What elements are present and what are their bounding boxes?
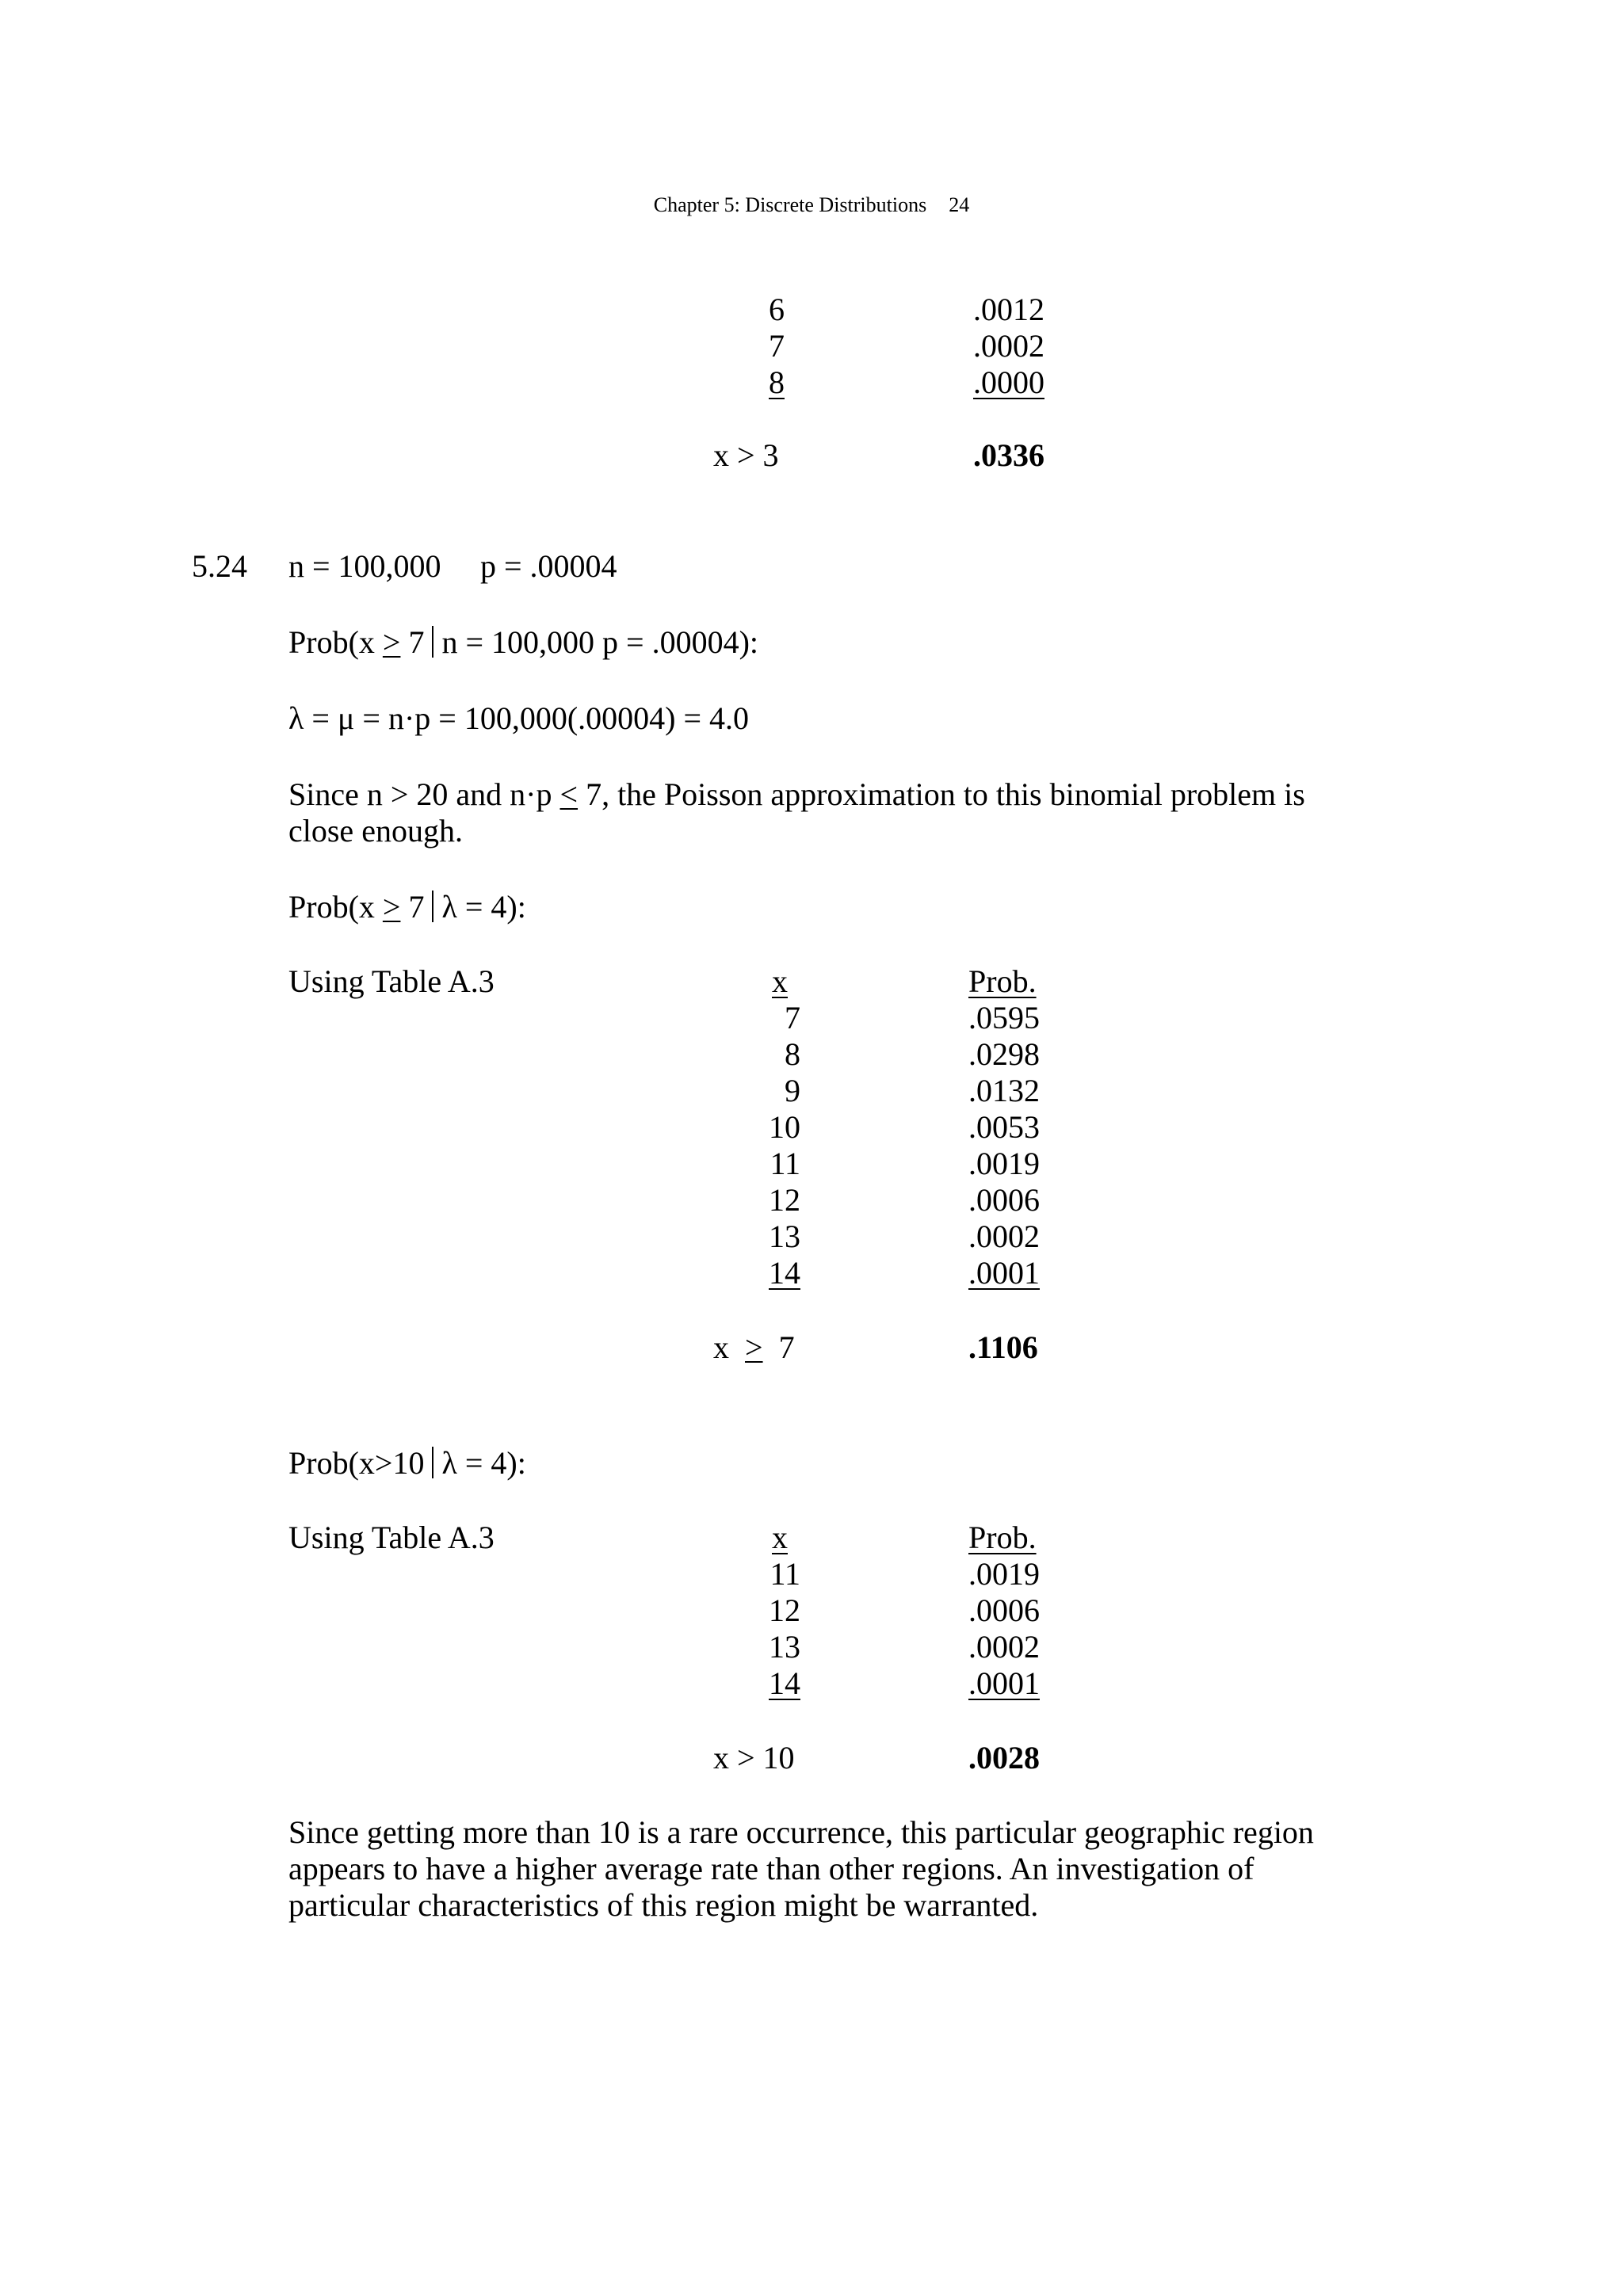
table-row-x: 8 xyxy=(769,364,785,400)
prob-text: Prob(x>10 xyxy=(288,1445,425,1481)
table-row-prob: .0053 xyxy=(968,1109,1040,1145)
given-bar xyxy=(432,1447,433,1478)
since-paragraph xyxy=(288,776,1366,849)
using-table-label: Using Table A.3 xyxy=(288,963,495,999)
prob-text: Prob(x xyxy=(288,889,383,925)
column-header-prob: Prob. xyxy=(968,963,1037,999)
table-row-x: 12 xyxy=(769,1182,800,1218)
table-total-value: .1106 xyxy=(968,1329,1038,1365)
table-row-x: 13 xyxy=(769,1629,800,1665)
prob-text: λ = 4): xyxy=(441,1445,526,1481)
table-row-x: 14 xyxy=(769,1665,800,1701)
prob-statement xyxy=(288,624,758,661)
problem-number: 5.24 xyxy=(192,548,247,584)
given-bar xyxy=(432,626,433,658)
table-row-prob: .0000 xyxy=(973,364,1044,400)
header-title: Chapter 5: Discrete Distributions xyxy=(653,193,927,216)
table-row-x: 10 xyxy=(769,1109,800,1145)
table-row-prob: .0001 xyxy=(968,1665,1040,1701)
ge-symbol: > xyxy=(745,1329,763,1365)
table-row-x: 11 xyxy=(769,1556,800,1592)
lambda-line: λ = μ = n·p = 100,000(.00004) = 4.0 xyxy=(288,700,750,736)
prob-text: Prob(x xyxy=(288,624,383,660)
prob-gt10-statement xyxy=(288,1445,526,1482)
prob-text: 7 xyxy=(400,624,425,660)
table-row-x: 14 xyxy=(769,1255,800,1291)
given-n: n = 100,000 xyxy=(288,548,441,584)
column-header-x: x xyxy=(772,1520,788,1555)
table-row-prob: .0595 xyxy=(968,1000,1040,1035)
table-row-prob: .0002 xyxy=(973,328,1044,364)
table-total-label: x > 3 xyxy=(713,437,779,473)
prob-text: 7 xyxy=(400,889,425,925)
table-row-x: 7 xyxy=(769,328,785,364)
table-total-label xyxy=(713,1329,795,1366)
table-row-x: 8 xyxy=(785,1036,800,1072)
prob-text: λ = 4): xyxy=(441,889,526,925)
given-bar xyxy=(432,891,433,922)
total-text: x xyxy=(713,1329,745,1365)
table-row-prob: .0001 xyxy=(968,1255,1040,1291)
table-row-prob: .0019 xyxy=(968,1146,1040,1181)
table-row-x: 13 xyxy=(769,1219,800,1254)
table-row-prob: .0132 xyxy=(968,1073,1040,1108)
column-header-x: x xyxy=(772,963,788,999)
using-table-label: Using Table A.3 xyxy=(288,1520,495,1555)
table-row-prob: .0002 xyxy=(968,1219,1040,1254)
ge-symbol: > xyxy=(382,624,401,660)
table-total-label: x > 10 xyxy=(713,1740,795,1775)
table-row-prob: .0002 xyxy=(968,1629,1040,1665)
table-row-prob: .0298 xyxy=(968,1036,1040,1072)
table-row-x: 9 xyxy=(785,1073,800,1108)
column-header-prob: Prob. xyxy=(968,1520,1037,1555)
table-row-prob: .0006 xyxy=(968,1592,1040,1628)
page-number: 24 xyxy=(949,193,970,216)
prob-text: n = 100,000 p = .00004): xyxy=(441,624,759,660)
ge-symbol: > xyxy=(382,889,401,925)
table-row-x: 6 xyxy=(769,292,785,327)
total-text: 7 xyxy=(762,1329,795,1365)
conclusion-paragraph: Since getting more than 10 is a rare occurrence, this particular geographic region appears to have a higher average rate than other regions. An investigation of particular characteristics of this region might be warranted. xyxy=(288,1814,1314,1923)
table-total-value: .0336 xyxy=(973,437,1044,473)
table-total-value: .0028 xyxy=(968,1740,1040,1775)
table-row-x: 12 xyxy=(769,1592,800,1628)
table-row-prob: .0019 xyxy=(968,1556,1040,1592)
given-p: p = .00004 xyxy=(480,548,617,584)
since-text: Since n > 20 and n·p xyxy=(288,776,560,812)
page-header xyxy=(0,193,1623,217)
prob-lambda-statement xyxy=(288,889,526,925)
le-symbol: < xyxy=(559,776,579,812)
table-row-x: 7 xyxy=(785,1000,800,1035)
table-row-x: 11 xyxy=(769,1146,800,1181)
since-text: 7, the Poisson approximation to this binomial problem is close enough. xyxy=(288,776,1305,849)
table-row-prob: .0012 xyxy=(973,292,1044,327)
table-row-prob: .0006 xyxy=(968,1182,1040,1218)
